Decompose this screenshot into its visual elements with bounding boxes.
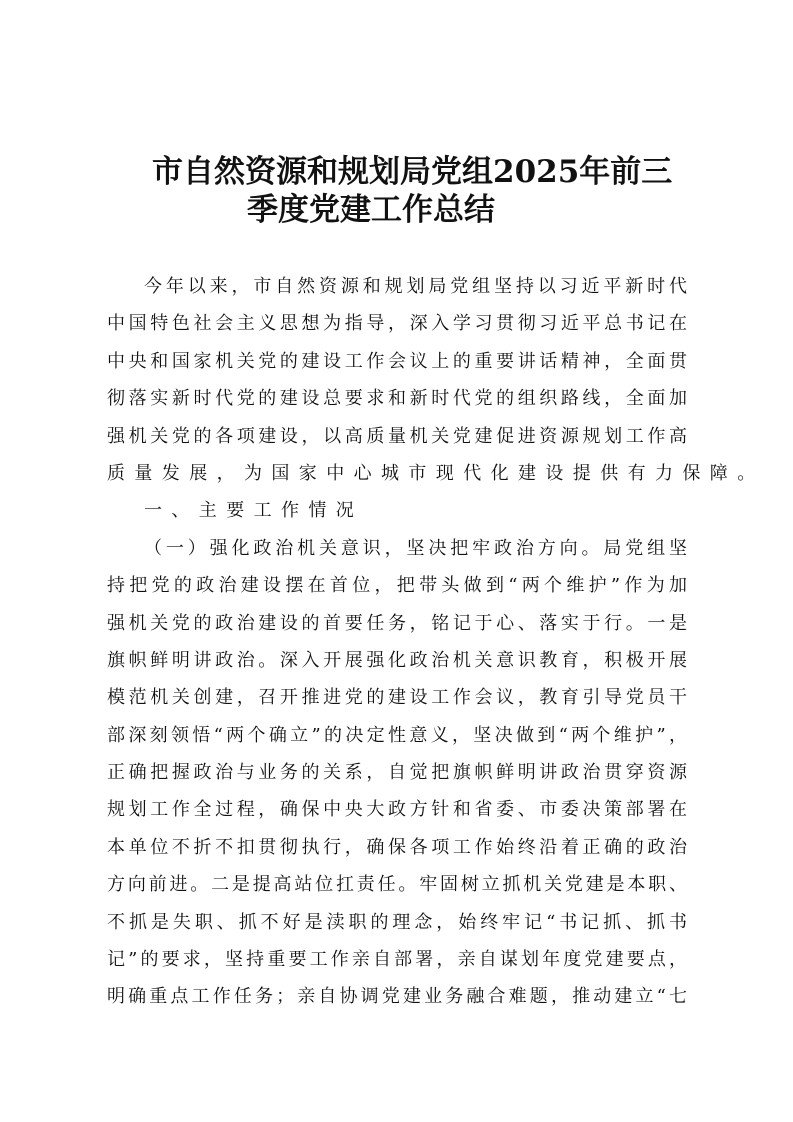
- section1-line: 明确重点工作任务；亲自协调党建业务融合难题，推动建立“七: [107, 986, 687, 1008]
- intro-line: 中央和国家机关党的建设工作会议上的重要讲话精神，全面贯: [107, 350, 687, 372]
- section1-line: 模范机关创建，召开推进党的建设工作会议，教育引导党员干: [107, 687, 687, 709]
- intro-line: 强机关党的各项建设，以高质量机关党建促进资源规划工作高: [107, 425, 687, 447]
- section-heading: 一、主要工作情况: [144, 500, 364, 522]
- section1-line: 正确把握政治与业务的关系，自觉把旗帜鲜明讲政治贯穿资源: [107, 762, 687, 784]
- intro-line: 彻落实新时代党的建设总要求和新时代党的组织路线，全面加: [107, 388, 687, 410]
- section1-line: 旗帜鲜明讲政治。深入开展强化政治机关意识教育，积极开展: [107, 649, 687, 671]
- section1-line: 持把党的政治建设摆在首位，把带头做到“两个维护”作为加: [107, 575, 687, 597]
- document-title-line-1: 市自然资源和规划局党组2025年前三: [152, 154, 673, 190]
- section1-line: 不抓是失职、抓不好是渎职的理念，始终牢记“书记抓、抓书: [107, 911, 687, 933]
- section1-line: 本单位不折不扣贯彻执行，确保各项工作始终沿着正确的政治: [107, 836, 687, 858]
- section1-line: 规划工作全过程，确保中央大政方针和省委、市委决策部署在: [107, 799, 687, 821]
- section1-line: （一）强化政治机关意识，坚决把牢政治方向。局党组坚: [144, 537, 687, 559]
- intro-line: 质量发展，为国家中心城市现代化建设提供有力保障。: [107, 462, 765, 484]
- document-body: [107, 268, 765, 1016]
- section1-line: 强机关党的政治建设的首要任务，铭记于心、落实于行。一是: [107, 612, 687, 634]
- intro-line: 今年以来，市自然资源和规划局党组坚持以习近平新时代: [144, 276, 687, 297]
- section1-line: 部深刻领悟“两个确立”的决定性意义，坚决做到“两个维护”，: [107, 724, 687, 746]
- intro-line: 中国特色社会主义思想为指导，深入学习贯彻习近平总书记在: [107, 313, 687, 335]
- document-title-line-2: 季度党建工作总结: [247, 192, 495, 228]
- section1-line: 记”的要求，坚持重要工作亲自部署，亲自谋划年度党建要点，: [107, 949, 687, 971]
- section1-line: 方向前进。二是提高站位扛责任。牢固树立抓机关党建是本职、: [107, 874, 687, 896]
